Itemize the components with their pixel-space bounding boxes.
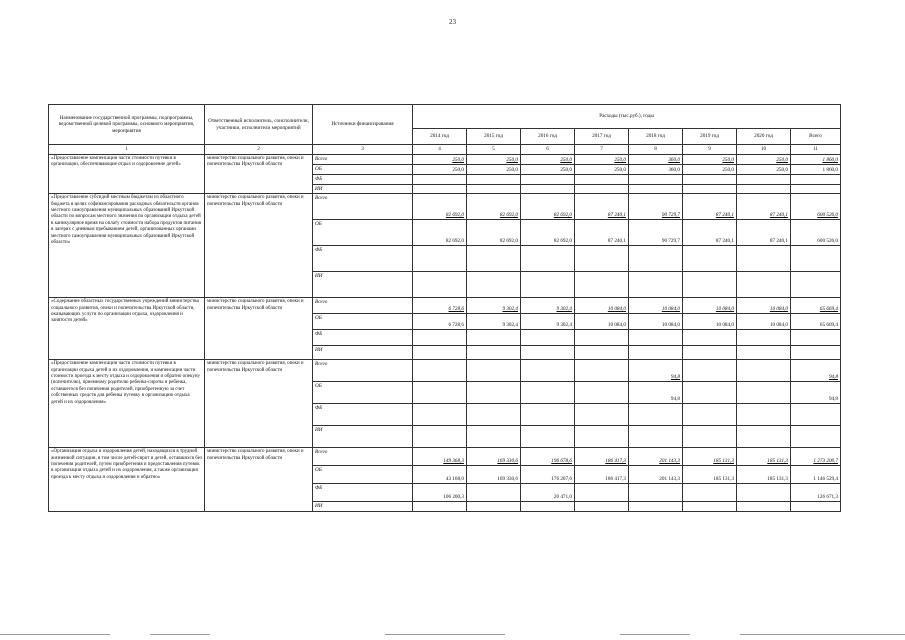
year-value: 90 729,7: [629, 194, 683, 220]
funding-source: Всего: [313, 448, 413, 466]
year-value: [575, 246, 629, 272]
funding-source: ИИ: [313, 502, 413, 512]
year-value: [521, 175, 575, 185]
year-value: [683, 484, 737, 502]
year-value: 9 302,4: [521, 314, 575, 330]
year-value: [413, 185, 467, 194]
year-value: [683, 360, 737, 382]
year-value: 87 240,1: [575, 220, 629, 246]
total-value: 94,8: [791, 382, 841, 404]
year-value: [521, 185, 575, 194]
year-value: [683, 330, 737, 346]
total-value: 126 671,3: [791, 484, 841, 502]
year-value: [413, 175, 467, 185]
year-value: [467, 330, 521, 346]
header-year: 2016 год: [521, 129, 575, 145]
year-value: [521, 330, 575, 346]
year-value: [737, 330, 791, 346]
year-value: [467, 246, 521, 272]
year-value: 185 131,3: [683, 448, 737, 466]
year-value: [683, 426, 737, 448]
funding-source: ОБ: [313, 382, 413, 404]
column-number: 5: [467, 145, 521, 155]
year-value: [521, 404, 575, 426]
year-value: 201 143,3: [629, 466, 683, 484]
total-value: 1 860,0: [791, 155, 841, 165]
column-numbers-row: [49, 145, 841, 155]
year-value: [521, 382, 575, 404]
funding-source: ОБ: [313, 220, 413, 246]
year-value: 250,0: [467, 155, 521, 165]
year-value: [467, 175, 521, 185]
year-value: [737, 246, 791, 272]
year-value: 250,0: [575, 165, 629, 175]
year-value: [521, 502, 575, 512]
year-value: [737, 404, 791, 426]
year-value: 43 168,0: [413, 466, 467, 484]
year-value: 196 678,6: [521, 448, 575, 466]
year-value: 9 302,4: [467, 314, 521, 330]
table-row: [49, 155, 841, 165]
year-value: [467, 185, 521, 194]
year-value: [521, 272, 575, 298]
funding-source: Всего: [313, 155, 413, 165]
measure-name: «Содержание областных государственных учреждений министерства социального развития, опеки и попечительства Иркутской области, оказывающих услуги по организации отдыха, оздоровления и занятости детей»: [49, 298, 205, 360]
year-value: [467, 404, 521, 426]
year-value: 82 692,0: [521, 194, 575, 220]
header-year: 2018 год: [629, 129, 683, 145]
year-value: [467, 346, 521, 360]
column-number: 1: [49, 145, 205, 155]
year-value: 250,0: [413, 165, 467, 175]
year-value: 82 692,0: [467, 220, 521, 246]
measure-executor: министерство социального развития, опеки и попечительства Иркутской области: [205, 298, 313, 360]
table-row: [49, 194, 841, 220]
year-value: 176 207,6: [521, 466, 575, 484]
year-value: 87 240,1: [683, 220, 737, 246]
year-value: [521, 246, 575, 272]
funding-source: Всего: [313, 298, 413, 314]
column-number: 7: [575, 145, 629, 155]
year-value: [575, 404, 629, 426]
year-value: 6 728,6: [413, 314, 467, 330]
year-value: [629, 426, 683, 448]
year-value: [575, 426, 629, 448]
total-value: 65 669,4: [791, 314, 841, 330]
year-value: [575, 330, 629, 346]
year-value: [467, 484, 521, 502]
header-source: Источники финансирования: [313, 105, 413, 145]
scan-artifact: [150, 634, 210, 635]
year-value: 250,0: [467, 165, 521, 175]
year-value: [413, 502, 467, 512]
year-value: [575, 382, 629, 404]
total-value: 600 526,0: [791, 194, 841, 220]
year-value: [467, 426, 521, 448]
total-value: 600 526,0: [791, 220, 841, 246]
measure-executor: министерство социального развития, опеки и попечительства Иркутской области: [205, 194, 313, 298]
scan-artifact: [740, 634, 905, 635]
year-value: [521, 360, 575, 382]
year-value: [683, 185, 737, 194]
year-value: 94,8: [629, 360, 683, 382]
year-value: 9 302,4: [521, 298, 575, 314]
year-value: [629, 175, 683, 185]
year-value: [737, 382, 791, 404]
total-value: 65 669,4: [791, 298, 841, 314]
year-value: 201 143,3: [629, 448, 683, 466]
year-value: [737, 360, 791, 382]
year-value: [575, 484, 629, 502]
year-value: 87 240,1: [737, 194, 791, 220]
column-number: 6: [521, 145, 575, 155]
measure-executor: министерство социального развития, опеки и попечительства Иркутской области: [205, 155, 313, 194]
year-value: 10 084,0: [737, 314, 791, 330]
total-value: [791, 404, 841, 426]
year-value: 10 084,0: [683, 298, 737, 314]
year-value: [467, 272, 521, 298]
funding-source: ИИ: [313, 185, 413, 194]
year-value: [413, 346, 467, 360]
year-value: 87 240,1: [683, 194, 737, 220]
year-value: 9 302,4: [467, 298, 521, 314]
year-value: 186 417,3: [575, 466, 629, 484]
funding-source: ОБ: [313, 165, 413, 175]
year-value: [575, 272, 629, 298]
year-value: 185 131,3: [683, 466, 737, 484]
year-value: [737, 346, 791, 360]
year-value: [737, 484, 791, 502]
measure-name: «Предоставление компенсации части стоимости путевки в организации, обеспечивающие отдых и оздоровление детей»: [49, 155, 205, 194]
year-value: [683, 404, 737, 426]
year-value: [521, 426, 575, 448]
year-value: [413, 426, 467, 448]
total-value: [791, 185, 841, 194]
year-value: [413, 404, 467, 426]
measure-executor: министерство социального развития, опеки и попечительства Иркутской области: [205, 448, 313, 512]
header-year: 2017 год: [575, 129, 629, 145]
year-value: [413, 272, 467, 298]
year-value: [683, 246, 737, 272]
column-number: 8: [629, 145, 683, 155]
table-row: [49, 298, 841, 314]
column-number: 9: [683, 145, 737, 155]
year-value: 10 084,0: [629, 298, 683, 314]
year-value: [737, 502, 791, 512]
year-value: 10 084,0: [683, 314, 737, 330]
year-value: 169 330,6: [467, 466, 521, 484]
year-value: [575, 360, 629, 382]
header-expenses: Расходы (тыс.руб.), годы: [413, 105, 841, 129]
year-value: [575, 185, 629, 194]
funding-source: ОБ: [313, 466, 413, 484]
funding-source: ФБ: [313, 246, 413, 272]
total-value: 1 860,0: [791, 165, 841, 175]
column-number: 11: [791, 145, 841, 155]
funding-source: ФБ: [313, 484, 413, 502]
header-year: 2014 год: [413, 129, 467, 145]
year-value: [467, 502, 521, 512]
total-value: [791, 426, 841, 448]
year-value: 90 729,7: [629, 220, 683, 246]
year-value: 87 240,1: [575, 194, 629, 220]
year-value: 20 471,0: [521, 484, 575, 502]
column-number: 3: [313, 145, 413, 155]
year-value: 169 330,6: [467, 448, 521, 466]
header-year: 2015 год: [467, 129, 521, 145]
year-value: 82 692,0: [467, 194, 521, 220]
year-value: [413, 382, 467, 404]
year-value: [737, 272, 791, 298]
year-value: [737, 185, 791, 194]
year-value: 10 084,0: [575, 314, 629, 330]
column-number: 4: [413, 145, 467, 155]
table-row: [49, 448, 841, 466]
year-value: 360,0: [629, 165, 683, 175]
header-executor: Ответственный исполнитель, соисполнители, участники, исполнители мероприятий: [205, 105, 313, 145]
year-value: [575, 175, 629, 185]
total-value: [791, 272, 841, 298]
year-value: [413, 330, 467, 346]
funding-source: ИИ: [313, 426, 413, 448]
year-value: [737, 426, 791, 448]
total-value: 1 273 200,7: [791, 448, 841, 466]
year-value: [683, 175, 737, 185]
year-value: [629, 272, 683, 298]
header-year: 2020 год: [737, 129, 791, 145]
funding-source: Всего: [313, 360, 413, 382]
year-value: 10 084,0: [629, 314, 683, 330]
year-value: 149 368,3: [413, 448, 467, 466]
year-value: 186 417,3: [575, 448, 629, 466]
year-value: 250,0: [737, 155, 791, 165]
total-value: [791, 246, 841, 272]
year-value: [683, 272, 737, 298]
year-value: [737, 175, 791, 185]
total-value: [791, 175, 841, 185]
year-value: [629, 484, 683, 502]
measure-executor: министерство социального развития, опеки и попечительства Иркутской области: [205, 360, 313, 448]
total-value: 1 146 529,4: [791, 466, 841, 484]
year-value: [629, 346, 683, 360]
funding-source: ОБ: [313, 314, 413, 330]
year-value: 106 200,3: [413, 484, 467, 502]
year-value: 250,0: [521, 155, 575, 165]
year-value: 87 240,1: [737, 220, 791, 246]
year-value: [413, 360, 467, 382]
year-value: [575, 502, 629, 512]
year-value: 250,0: [521, 165, 575, 175]
header-total: Всего: [791, 129, 841, 145]
year-value: 250,0: [413, 155, 467, 165]
total-value: 94,8: [791, 360, 841, 382]
year-value: 185 131,3: [737, 448, 791, 466]
funding-source: ИИ: [313, 346, 413, 360]
funding-source: ИИ: [313, 272, 413, 298]
year-value: [629, 246, 683, 272]
year-value: [521, 346, 575, 360]
measure-name: «Предоставление компенсации части стоимости путевки в организации отдыха детей и их оздоровления, и компенсации части стоимости проезда к месту отдыха и оздоровления и обратно опекуну (попечителю), приемному родителю ребенка-сироты и ребенка, оставшегося без попечения родителей, приобретенную за счет собственных средств для ребенка путевку в организацию отдыха детей и их оздоровления»: [49, 360, 205, 448]
scan-artifact: [620, 634, 690, 635]
year-value: [683, 346, 737, 360]
total-value: [791, 330, 841, 346]
year-value: 185 131,3: [737, 466, 791, 484]
measure-name: «Организация отдыха и оздоровления детей, находящихся в трудной жизненной ситуации, в том числе детей-сирот и детей, оставшихся без попечения родителей, путем приобретения и предоставления путевок в организации отдыха детей и их оздоровления, а также организация проезда к месту отдыха и оздоровления и обратно»: [49, 448, 205, 512]
year-value: 82 692,0: [413, 194, 467, 220]
year-value: [575, 346, 629, 360]
year-value: [683, 502, 737, 512]
year-value: 10 084,0: [737, 298, 791, 314]
page-number: 23: [449, 18, 456, 26]
funding-source: ФБ: [313, 404, 413, 426]
year-value: [683, 382, 737, 404]
year-value: 10 084,0: [575, 298, 629, 314]
year-value: 250,0: [683, 165, 737, 175]
year-value: 94,8: [629, 382, 683, 404]
scan-artifact: [385, 634, 505, 635]
column-number: 2: [205, 145, 313, 155]
column-number: 10: [737, 145, 791, 155]
header-name: Наименование государственной программы, подпрограммы, ведомственной целевой программы, основного мероприятия, мероприятия: [49, 105, 205, 145]
header-year: 2019 год: [683, 129, 737, 145]
funding-source: ФБ: [313, 330, 413, 346]
measure-name: «Предоставление субсидий местным бюджетам из областного бюджета в целях софинансирования расходных обязательств органов местного самоуправления муниципальных образований Иркутской области по вопросам местного значения по организации отдыха детей в каникулярное время на оплату стоимости набора продуктов питания в лагерях с дневным пребыванием детей, организованных органами местного самоуправления муниципальных образований Иркутской области»: [49, 194, 205, 298]
year-value: 82 692,0: [413, 220, 467, 246]
year-value: [629, 330, 683, 346]
year-value: [629, 404, 683, 426]
total-value: [791, 502, 841, 512]
year-value: [629, 185, 683, 194]
year-value: 250,0: [737, 165, 791, 175]
year-value: 360,0: [629, 155, 683, 165]
year-value: 250,0: [683, 155, 737, 165]
total-value: [791, 346, 841, 360]
year-value: 250,0: [575, 155, 629, 165]
year-value: [413, 246, 467, 272]
year-value: 6 728,6: [413, 298, 467, 314]
year-value: [467, 360, 521, 382]
year-value: [467, 382, 521, 404]
table-row: [49, 360, 841, 382]
scan-artifact: [0, 634, 110, 635]
year-value: 82 692,0: [521, 220, 575, 246]
funding-source: Всего: [313, 194, 413, 220]
funding-source: ФБ: [313, 175, 413, 185]
budget-table: [48, 104, 841, 512]
year-value: [629, 502, 683, 512]
